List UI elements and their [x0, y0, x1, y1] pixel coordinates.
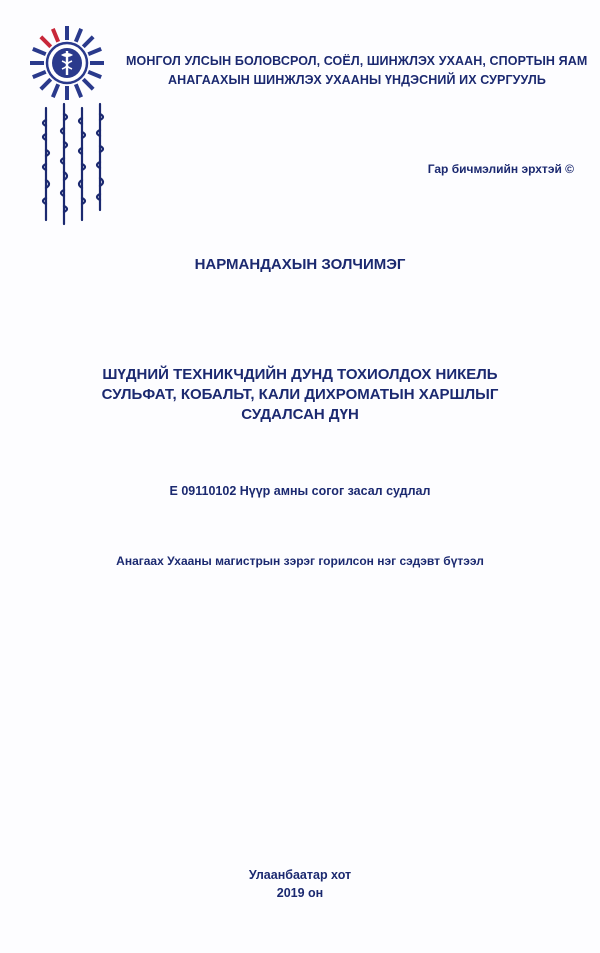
university-heading: АНАГААХЫН ШИНЖЛЭХ УХААНЫ ҮНДЭСНИЙ ИХ СУРГУУЛЬ — [168, 73, 546, 87]
degree-statement: Анагаах Ухааны магистрын зэрэг горилсон нэг сэдэвт бүтээл — [116, 554, 484, 568]
place-and-year — [0, 866, 600, 902]
thesis-title-line: СУЛЬФАТ, КОБАЛЬТ, КАЛИ ДИХРОМАТЫН ХАРШЛЫГ — [101, 386, 499, 403]
city: Улаанбаатар хот — [248, 868, 352, 882]
author-name: НАРМАНДАХЫН ЗОЛЧИМЭГ — [194, 256, 406, 273]
specialty-code: Е 09110102 Нүүр амны согог засал судлал — [169, 484, 431, 498]
university-logo — [28, 24, 106, 102]
thesis-title — [0, 365, 600, 425]
thesis-title-line: ШҮДНИЙ ТЕХНИКЧДИЙН ДУНД ТОХИОЛДОХ НИКЕЛЬ — [102, 366, 498, 383]
copyright-notice: Гар бичмэлийн эрхтэй © — [427, 162, 574, 176]
thesis-title-line: СУДАЛСАН ДҮН — [241, 406, 359, 423]
year: 2019 он — [276, 886, 324, 900]
ministry-heading: МОНГОЛ УЛСЫН БОЛОВСРОЛ, СОЁЛ, ШИНЖЛЭХ УХААН, СПОРТЫН ЯАМ — [126, 54, 588, 68]
mongolian-script-emblem — [34, 100, 114, 230]
